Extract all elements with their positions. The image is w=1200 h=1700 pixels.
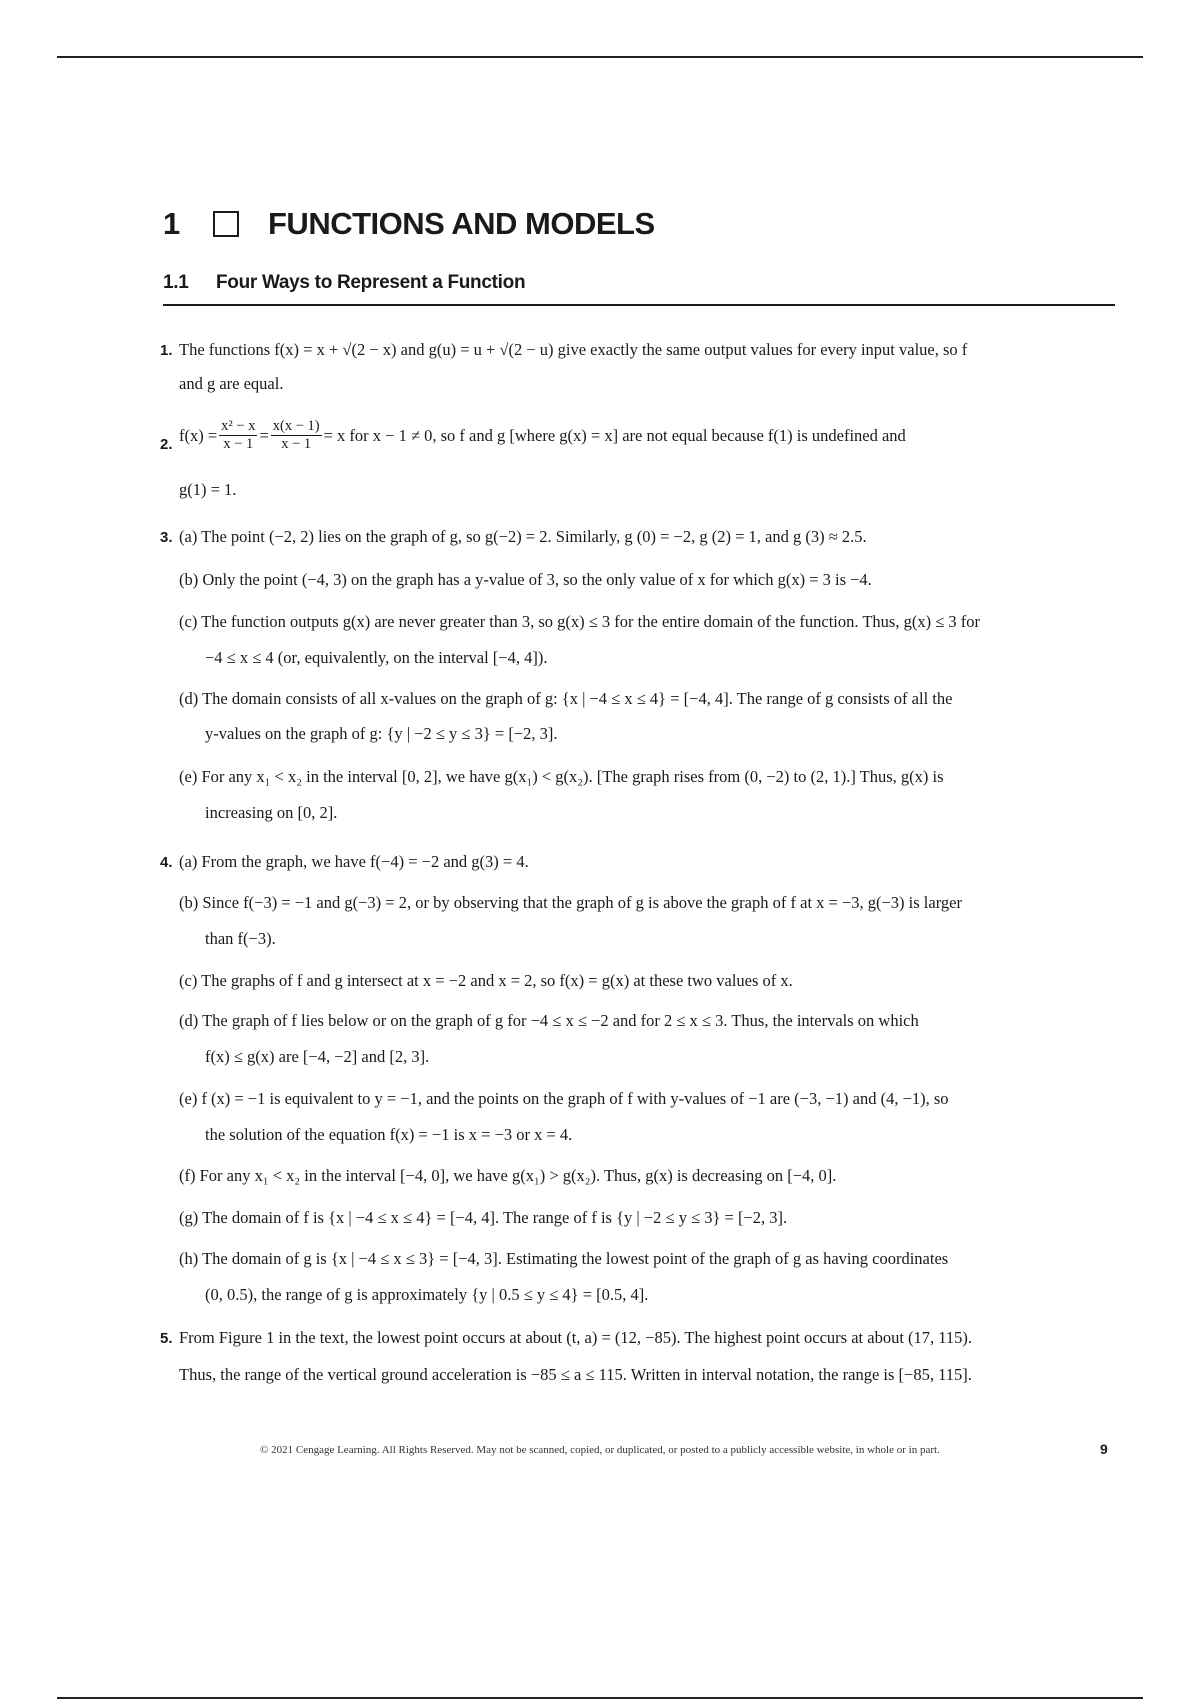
section-number: 1.1 (163, 272, 189, 293)
problem-4-part-g: (g) The domain of f is {x | −4 ≤ x ≤ 4} = [−4, 4]. The range of f is {y | −2 ≤ y ≤ 3} = [−2, 3]. (179, 1208, 788, 1227)
copyright-notice: © 2021 Cengage Learning. All Rights Reserved. May not be scanned, copied, or duplicated, or posted to a publicly accessible website, in whole or in part. (260, 1444, 940, 1456)
section-title: Four Ways to Represent a Function (215, 272, 526, 293)
problem-4-part-e-line-1: (e) f (x) = −1 is equivalent to y = −1, and the points on the graph of f with y-values of −1 are (−3, −1) and (4, −1), so (179, 1089, 949, 1108)
problem-2-line-1 (179, 418, 906, 453)
problem-2-rhs: = x for x − 1 ≠ 0, so f and g [where g(x) = x] are not equal because f(1) is undefined and (323, 425, 906, 445)
problem-number: 5. (160, 1330, 173, 1347)
problem-3-part-d-line-1: (d) The domain consists of all x-values on the graph of g: {x | −4 ≤ x ≤ 4} = [−4, 4]. The range of g consists of all the (179, 689, 953, 708)
bottom-rule (57, 1697, 1143, 1699)
problem-2-lhs: f(x) = (179, 425, 218, 445)
problem-5-line-1: From Figure 1 in the text, the lowest point occurs at about (t, a) = (12, −85). The highest point occurs at about (17, 115). (179, 1328, 973, 1347)
fraction-2-denominator: x − 1 (271, 435, 322, 453)
problem-4-part-e-line-2: the solution of the equation f(x) = −1 is x = −3 or x = 4. (205, 1125, 573, 1144)
fraction-1 (219, 418, 257, 453)
problem-number: 2. (160, 436, 173, 453)
problem-4-part-b-line-2: than f(−3). (205, 929, 276, 948)
top-rule (57, 56, 1143, 58)
problem-4-part-f: (f) For any x₁ < x₂ in the interval [−4, 0], we have g(x₁) > g(x₂). Thus, g(x) is decreasing on [−4, 0]. (179, 1166, 837, 1185)
problem-number: 4. (160, 854, 173, 871)
problem-4-part-d-line-2: f(x) ≤ g(x) are [−4, −2] and [2, 3]. (205, 1047, 430, 1066)
problem-3-part-c-line-2: −4 ≤ x ≤ 4 (or, equivalently, on the interval [−4, 4]). (205, 648, 548, 667)
problem-number: 1. (160, 342, 173, 359)
problem-number: 3. (160, 529, 173, 546)
problem-1-line-2: and g are equal. (179, 374, 284, 393)
problem-4-part-h-line-1: (h) The domain of g is {x | −4 ≤ x ≤ 3} = [−4, 3]. Estimating the lowest point of the graph of g as having coordinates (179, 1249, 949, 1268)
problem-1-line-1: The functions f(x) = x + √(2 − x) and g(u) = u + √(2 − u) give exactly the same output values for every input value, so f (179, 340, 968, 359)
equals-sign: = (259, 425, 269, 445)
problem-3-part-b: (b) Only the point (−4, 3) on the graph has a y-value of 3, so the only value of x for which g(x) = 3 is −4. (179, 570, 872, 589)
problem-3-part-e-line-2: increasing on [0, 2]. (205, 803, 338, 822)
chapter-heading (163, 206, 655, 242)
problem-4-part-h-line-2: (0, 0.5), the range of g is approximately {y | 0.5 ≤ y ≤ 4} = [0.5, 4]. (205, 1285, 649, 1304)
fraction-1-numerator: x² − x (221, 418, 256, 434)
page-number: 9 (1100, 1441, 1108, 1457)
section-heading (163, 272, 1115, 306)
fraction-1-denominator: x − 1 (219, 435, 257, 453)
chapter-title: FUNCTIONS AND MODELS (268, 206, 655, 241)
problem-3-part-c-line-1: (c) The function outputs g(x) are never greater than 3, so g(x) ≤ 3 for the entire domain of the function. Thus, g(x) ≤ 3 for (179, 612, 981, 631)
fraction-2 (271, 418, 322, 453)
problem-4-part-b-line-1: (b) Since f(−3) = −1 and g(−3) = 2, or by observing that the graph of g is above the graph of f at x = −3, g(−3) is larger (179, 893, 962, 912)
problem-3-part-e-line-1: (e) For any x₁ < x₂ in the interval [0, 2], we have g(x₁) < g(x₂). [The graph rises from (0, −2) to (2, 1).] Thus, g(x) is (179, 767, 944, 786)
problem-4-part-d-line-1: (d) The graph of f lies below or on the graph of g for −4 ≤ x ≤ −2 and for 2 ≤ x ≤ 3. Thus, the intervals on which (179, 1011, 919, 1030)
chapter-number: 1 (163, 206, 180, 241)
chapter-box-icon (213, 211, 239, 237)
problem-5-line-2: Thus, the range of the vertical ground acceleration is −85 ≤ a ≤ 115. Written in interval notation, the range is [−85, 115]. (179, 1365, 972, 1384)
problem-3-part-d-line-2: y-values on the graph of g: {y | −2 ≤ y ≤ 3} = [−2, 3]. (205, 724, 558, 743)
problem-4-part-c: (c) The graphs of f and g intersect at x = −2 and x = 2, so f(x) = g(x) at these two values of x. (179, 971, 793, 990)
fraction-2-numerator: x(x − 1) (272, 418, 320, 434)
problem-4-part-a: (a) From the graph, we have f(−4) = −2 and g(3) = 4. (179, 852, 529, 871)
problem-3-part-a: (a) The point (−2, 2) lies on the graph of g, so g(−2) = 2. Similarly, g (0) = −2, g (2) = 1, and g (3) ≈ 2.5. (179, 527, 867, 546)
problem-2-line-2: g(1) = 1. (179, 480, 237, 499)
